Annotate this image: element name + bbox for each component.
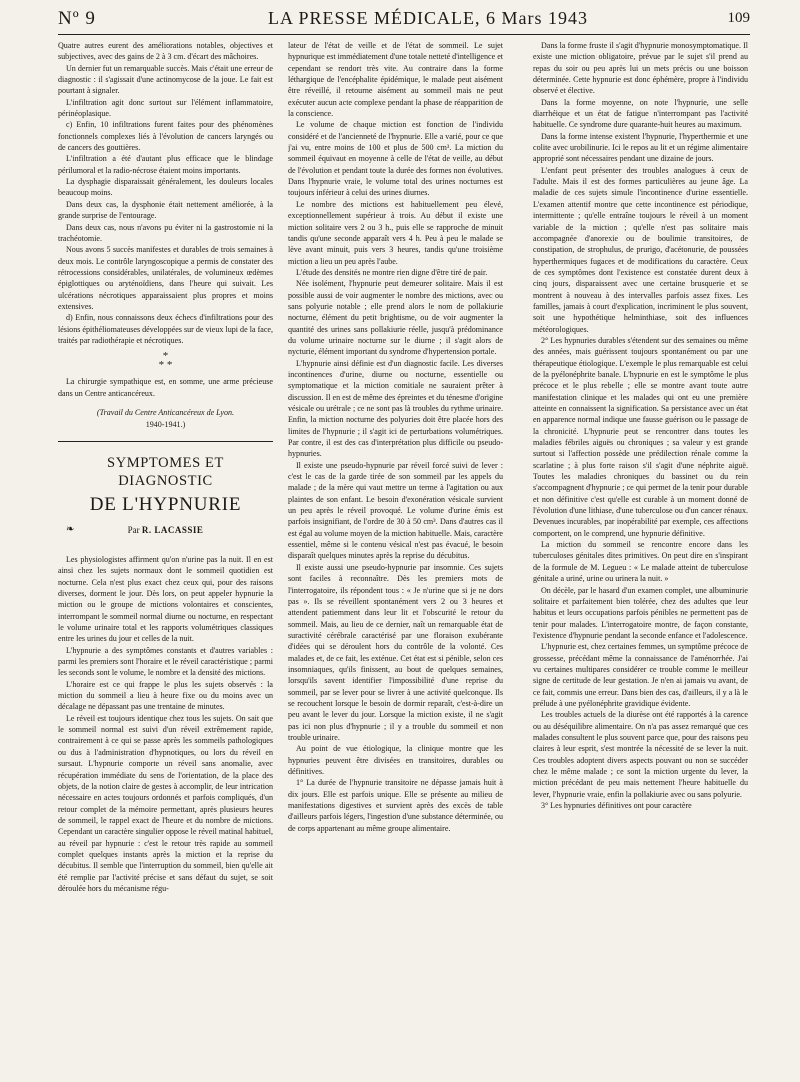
- article-byline: [58, 524, 273, 536]
- article-title-line2: DE L'HYPNURIE: [89, 493, 242, 515]
- paragraph: L'infiltration a été d'autant plus efficace que le blindage périlumoral et la radio-nécrose étaient moins importants.: [58, 154, 273, 175]
- paragraph: 3° Les hypnuries définitives ont pour caractère: [541, 801, 692, 811]
- article-credit: [58, 407, 273, 431]
- paragraph: Les troubles actuels de la diurèse ont été rapportés à la carence ou au déséquilibre alimentaire. On n'a pas assez remarqué que ces malades consultent le plus souvent parce que, pour des raisons peu claires à leur esprit, s'est montrée la nécessité de se lever la nuit. Ces troubles adoptent divers aspects pouvant ou non se succéder chez le même malade ; ce sont la miction urgente du lever, la miction précédant de peu mais nettement l'heure habituelle du lever, l'hypnurie vraie, enfin la pollakiurie avec ou sans polyurie.: [533, 710, 748, 799]
- paragraph: Le nombre des mictions est habituellement peu élevé, exceptionnellement supérieur à trois. Au début il existe une miction solitaire vers 2 ou 3 h., puis elle se rapproche de minuit tandis qu'une seconde apparaît vers 4 h. Peu à peu le malade se lève avant minuit, puis vers 3 heures, tandis qu'une troisième miction a lieu un peu après l'aube.: [288, 199, 503, 266]
- page-header: [58, 8, 750, 35]
- paragraph: Un dernier fut un remarquable succès. Mais c'était une erreur de diagnostic : il s'agissait d'une actinomycose de la joue. Le fait est pourtant à signaler.: [58, 63, 273, 96]
- column-2: [288, 40, 503, 1070]
- paragraph: Dans la forme intense existent l'hypnurie, l'hyperthermie et une colite avec urobilinurie. Ici le repos au lit et un régime alimentaire approprié sont nécessaires pendant une dizaine de jours.: [533, 131, 748, 164]
- asterism-divider: * * *: [158, 350, 173, 372]
- paragraph: La miction du sommeil se rencontre encore dans les tuberculoses génitales dites primitives. On peut dire en s'inspirant de la formule de M. Legueu : « Le malade atteint de tuberculose génitale a uriné, urine ou urinera la nuit. »: [533, 540, 748, 584]
- paragraph: L'hypnurie a des symptômes constants et d'autres variables : parmi les premiers sont l'horaire et le réveil caractéristique ; parmi les seconds sont le volume, le nombre et la densité des mictions.: [58, 645, 273, 678]
- paragraph: L'enfant peut présenter des troubles analogues à ceux de l'adulte. Mais il est des formes particulières au jeune âge. La maladie de ces sujets simule l'incontinence d'urine essentielle. L'examen attentif montre que cette incontinence est périodique, intermittente ; qu'elle entraîne toujours le réveil à un moment variable de la miction ; qu'elle n'est pas solitaire mais accompagnée d'anorexie ou de boulimie transitoires, de constipation, de strophulus, de prurigo, d'acétonurie, de poussées hyperthermiques fugaces et de modifications du caractère. Ceux de ces symptômes dont l'existence est constatée durent deux à cinq jours, disparaissent avec une certaine brusquerie et se montrent à nouveau à des intervalles parfois assez fixes. Les familles, jamais à court d'explication, incriminent le plus souvent, soit une hypothétique helminthiase, soit des influences météorologiques.: [533, 165, 748, 334]
- page-number: 109: [727, 10, 750, 26]
- ornament-icon: ❧: [66, 523, 75, 535]
- paragraph: Dans la forme fruste il s'agit d'hypnurie monosymptomatique. Il existe une miction obligatoire, prévue par le sujet s'il prend au repas du soir ou peu après lui un mets précis ou une boisson déterminée. Cette hypnurie est donc éphémère, propre à l'individu observé et élective.: [533, 41, 748, 96]
- paragraph: Il existe une pseudo-hypnurie par réveil forcé suivi de lever : c'est le cas de la garde tirée de son sommeil par les appels du malade ; de la mère qui vaut mettre un terme à l'agitation ou aux plaintes de son enfant. Le besoin d'exonération vésicale survient un peu après le réveil provoqué. Le volume d'urine émis est parfois insignifiant, de l'ordre de 30 à 50 cm³. Dans d'autres cas il est égal au volume moyen de la miction habituelle. Mais, caractère essentiel, même si le contenu vésical n'est pas évacué, le besoin disparaît quelques minutes après la reprise du décubitus.: [288, 460, 503, 561]
- paragraph: Nous avons 5 succès manifestes et durables de trois semaines à deux mois. Le contrôle laryngoscopique a permis de constater des rétrocessions considérables, unilatérales, de volumineux œdèmes épiglottiques ou aryténoïdiens, dans l'heure qui suivait. Les ulcérations nécrotiques apparaissaient plus propres et moins extensives.: [58, 245, 273, 311]
- byline-prefix: Par: [127, 524, 140, 535]
- journal-title: LA PRESSE MÉDICALE, 6 Mars 1943: [268, 8, 589, 28]
- conclusion-paragraph: La chirurgie sympathique est, en somme, une arme précieuse dans un Centre anticancéreux.: [58, 377, 273, 398]
- paragraph: L'hypnurie est, chez certaines femmes, un symptôme précoce de grossesse, précédant même la connaissance de l'aménorrhée. J'ai vu certaines multipares considérer ce trouble comme le meilleur signe de certitude de leur gestation. Je n'en ai jamais vu avant, de ce fait, commis une erreur. Dans bien des cas, d'ailleurs, il y a là le prélude à une pyélonéphrite gravidique évidente.: [533, 642, 748, 708]
- paragraph: Il existe aussi une pseudo-hypnurie par insomnie. Ces sujets sont faciles à reconnaître. Dès les premiers mots de l'interrogatoire, ils répondent tous : « Je n'urine que si je ne dors pas ». Ils se réveillent spontanément vers 2 ou 3 heures et attendent patiemment dans leur lit et l'obscurité le retour du sommeil. Mais, au lieu de ce dernier, naît un remarquable état de suractivité cérébrale caractérisé par une floraison exubérante d'idées qui se déroulent hors du contrôle de la volonté. Ces malades et, de ce fait, les exténue. Cet état est si pénible, selon ces insomniaques, qu'ils finissent, au bout de quelques semaines, lorsqu'ils savent identifier l'impossibilité d'une reprise du sommeil, par se lever pour se livrer à une activité quelconque. Ils se recouchent lorsque le besoin de dormir reparaît, c'est-à-dire un peu avant le lever du jour. Lorsque la miction existe, il ne s'agit pas ici non plus d'hypnurie ; il y a trouble du sommeil et non trouble urinaire.: [288, 562, 503, 742]
- paragraph: 1° La durée de l'hypnurie transitoire ne dépasse jamais huit à dix jours. Elle est parfois unique. Elle se présente au milieu de manifestations digestives et survient après des excès de table d'ailleurs parfois légers, l'ingestion d'une substance déterminée, ou de corps appartenant au même groupe alimentaire.: [288, 778, 503, 833]
- paragraph: Dans deux cas, nous n'avons pu éviter ni la gastrostomie ni la trachéotomie.: [58, 222, 273, 243]
- credit-institution: (Travail du Centre Anticancéreux de Lyon.: [96, 407, 235, 417]
- paragraph: Le réveil est toujours identique chez tous les sujets. On sait que le sommeil normal est suivi d'un réveil extrêmement rapide, contrairement à ce qui se passe après les sommeils pathologiques ou dus à l'administration d'hypnotiques, ou lors du réveil en sursaut. L'hypnurie comporte un réveil sans anomalie, avec récupération immédiate du sens de l'orientation, de la place des objets, de la notion claire de gestes à accomplir, de leur intrication nécessaire en actes toujours ordonnés et parfois compliqués, d'un retour complet de la mémoire permettant, après plusieurs heures de sommeil, le rappel exact de l'heure et du nombre de mictions. Cependant un caractère singulier oppose le réveil matinal habituel, au réveil par hypnurie : c'est le retour très rapide au sommeil complet quelques instants après la miction et la reprise du décubitus. Il semble que l'interruption du sommeil, bien qu'elle ait été remplie par l'activité précise et sans défaut du sujet, se soit déroulée hors du mécanisme régu-: [58, 713, 273, 893]
- paragraph: c) Enfin, 10 infiltrations furent faites pour des phénomènes fonctionnels complexes liés à l'évolution de cancers laryngés ou de cancers des gouttières.: [58, 120, 273, 153]
- paragraph: Née isolément, l'hypnurie peut demeurer solitaire. Mais il est possible aussi de voir augmenter le nombre des mictions, avec ou sans polyurie notable ; elle prend alors le nom de pollakiurie nocturne, élément du petit brightisme, ou de voir augmenter la quantité des urines sans pollakiurie réelle, jusqu'à prédominance du volume urinaire nocturne sur le diurne ; il s'agit alors de nycturie, élément important du syndrome d'hypertension portale.: [288, 279, 503, 357]
- column-3: [533, 40, 748, 1070]
- paragraph: L'hypnurie ainsi définie est d'un diagnostic facile. Les diverses incontinences d'urine, diurne ou nocturne, essentielle ou symptomatique et la miction comitiale ne sauraient prêter à discussion. Il en est de même des épreintes et du ténesme d'origine vésicale ou urétrale ; ce ne sont pas là troubles du rythme urinaire. Enfin, la miction nocturne des polyuries doit être placée hors des limites de l'hypnurie ; il s'agit ici de perturbations volumétriques. Par contre, il est des cas d'interprétation plus difficile ou pseudo-hypnuries.: [288, 358, 503, 459]
- paragraph: Dans la forme moyenne, on note l'hypnurie, une selle diarrhéique et un état de fatigue n'interrompant pas l'activité habituelle. Ce syndrome dure quarante-huit heures au maximum.: [533, 97, 748, 130]
- paragraph: lateur de l'état de veille et de l'état de sommeil. Le sujet hypnurique est immédiatement d'une totale netteté d'intelligence et cependant se rendort très vite. Au contraire dans la forme léthargique de l'encéphalite épidémique, le malade peut aisément être réveillé, il retourne aisément au sommeil mais ne peut exécuter aucun acte complexe pendant la phase de réapparition de la conscience.: [288, 41, 503, 119]
- paragraph: d) Enfin, nous connaissons deux échecs d'infiltrations pour des lésions épithéliomateuses développées sur de vieux lupi de la face, traités par radiothérapie et nécrotiques.: [58, 313, 273, 345]
- credit-years: 1940-1941.): [145, 419, 186, 429]
- paragraph: La dysphagie disparaissait généralement, les douleurs locales beaucoup moins.: [58, 177, 273, 198]
- author-name: R. LACASSIE: [141, 524, 204, 535]
- paragraph: On décèle, par le hasard d'un examen complet, une albuminurie solitaire et parfaitement bien tolérée, chez des adultes que leur habitus et leurs occupations parfois pénibles ne permettent pas de tenir pour malades. L'interrogatoire montre, de façon constante, l'existence d'hypnurie pendant la seconde enfance et l'adolescence.: [533, 585, 748, 640]
- paragraph: 2° Les hypnuries durables s'étendent sur des semaines ou même des années, mais guérissent toujours spontanément ou par une thérapeutique étiologique. L'exemple le plus remarquable est celui de la pyélonéphrite banale. L'hypnurie en est le symptôme le plus précoce et le plus rebelle ; elle se montre avant toute autre manifestation clinique et les malades qui ont eu une première atteinte en connaissent la signification. Sa persistance avec un état en apparence normal indique une fausse guérison ou le passage de la chronicité. L'hypnurie peut se rencontrer dans toutes les maladies fébriles aiguës ou chroniques ; sa valeur y est grande surtout si l'affection possède une prédilection rénale comme la scarlatine ; à plus forte raison s'il s'agit d'une néphrite aiguë. Toutes les maladies chroniques du bassinet ou du rein s'accompagnent d'hypnurie ; ce qui permet de la tenir pour durable et non définitive c'est qu'elle est curable à un moment donné de l'évolution d'une lithiase, d'une tuberculose ou d'un cancer rénaux. Devenues incurables, par inopérabilité par exemple, ces affections comportent, on le comprend, une hypnurie définitive.: [533, 335, 748, 538]
- paragraph: L'étude des densités ne montre rien digne d'être tiré de pair.: [296, 267, 488, 277]
- paragraph: L'infiltration agit donc surtout sur l'élément inflammatoire, périnéoplasique.: [58, 97, 273, 119]
- paragraph: Quatre autres eurent des améliorations notables, objectives et subjectives, avec des gains de 2 à 3 cm. d'écart des mâchoires.: [58, 41, 273, 62]
- column-1: [58, 40, 273, 1070]
- paragraph: Dans deux cas, la dysphonie était nettement améliorée, à la grande surprise de l'entourage.: [58, 199, 273, 221]
- issue-number: Nº 9: [58, 8, 96, 29]
- article-separator: [58, 441, 273, 442]
- paragraph: Au point de vue étiologique, la clinique montre que les hypnuries peuvent être divisées en transitoires, durables ou définitives.: [288, 744, 503, 776]
- paragraph: Les physiologistes affirment qu'on n'urine pas la nuit. Il en est ainsi chez les sujets normaux dont le sommeil quotidien est nocturne. Cela n'est plus exact chez ceux qui, pour des raisons diverses, dorment le jour. Dès lors, on peut appeler hypnurie la miction ou le groupe de mictions volontaires et conscientes, interrompant le sommeil normal diurne ou nocturne, en respectant le volume urinaire total et les rapports volumétriques classiques entre les urines du jour et celles de la nuit.: [58, 554, 273, 644]
- paragraph: L'horaire est ce qui frappe le plus les sujets observés : la miction du sommeil a lieu à heure fixe ou du moins avec un décalage ne dépassant pas une trentaine de minutes.: [58, 679, 273, 712]
- paragraph: Le volume de chaque miction est fonction de l'individu considéré et de l'ancienneté de l'hypnurie. Elle a varié, pour ce que j'ai vu, entre moins de 100 et plus de 500 cm³. La miction du sommeil équivaut en moyenne à celle de l'état de veille, au début de l'évolution et pendant toute la durée des formes non évolutives. Dans l'hypnurie vraie, le volume total des urines nocturnes est toujours inférieur à celui des urines diurnes.: [288, 120, 503, 198]
- article-title-line1: SYMPTOMES ET DIAGNOSTIC: [107, 454, 224, 489]
